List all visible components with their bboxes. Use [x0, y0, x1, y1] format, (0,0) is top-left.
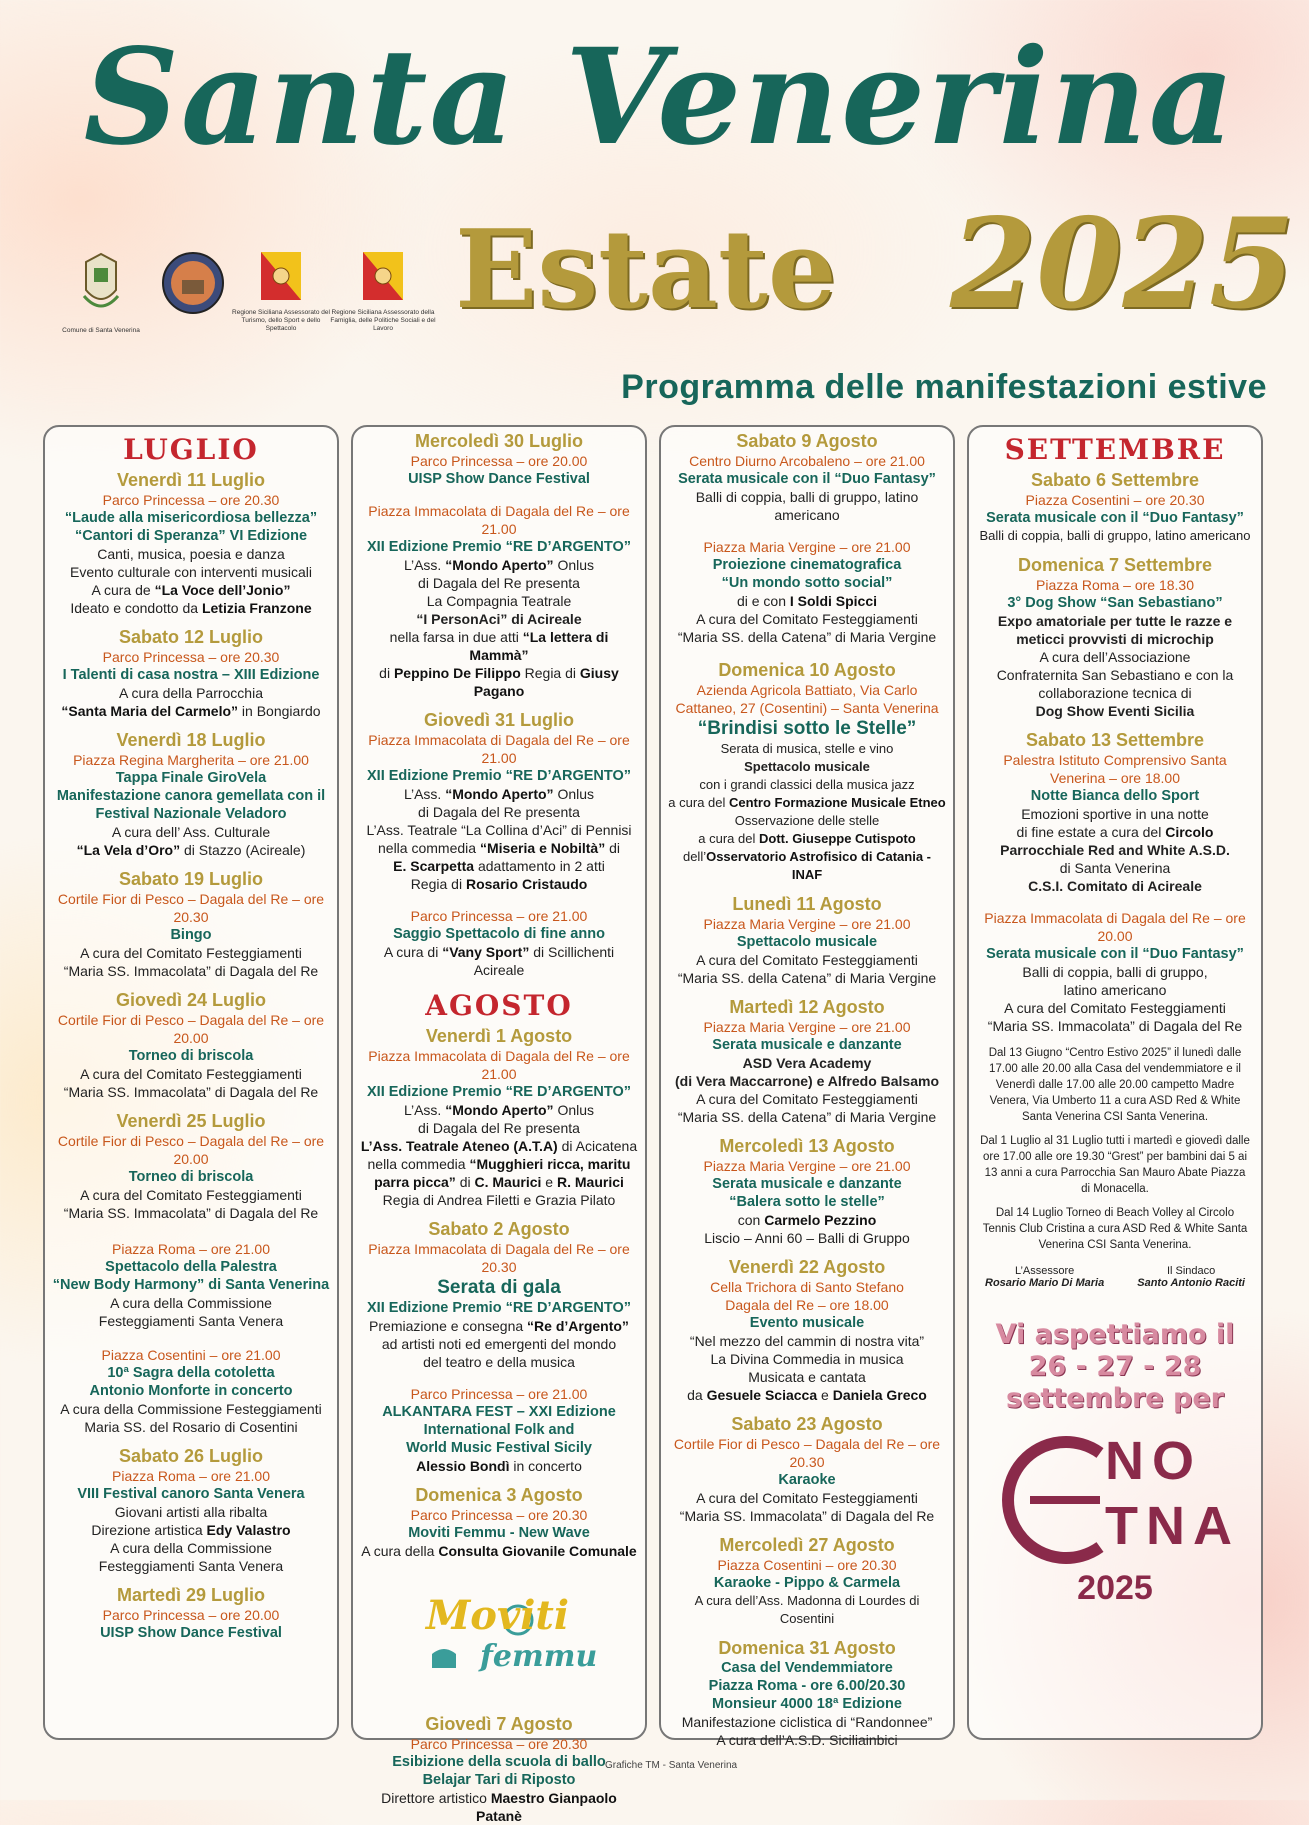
event-date: Domenica 31 Agosto — [718, 1638, 896, 1658]
event-title: Torneo di briscola — [128, 1048, 254, 1064]
event-text: L’Ass. “Mondo Aperto” Onlus — [403, 557, 595, 573]
event-text: Musicata e cantata — [748, 1369, 866, 1385]
column-luglio-agosto — [351, 425, 647, 1824]
seal-icon — [160, 250, 226, 316]
event-date: Sabato 26 Luglio — [118, 1446, 264, 1466]
event-title: Bingo — [170, 927, 212, 943]
event-text: A cura del Comitato Festeggiamenti — [696, 611, 918, 627]
notice-text: Dal 13 Giugno “Centro Estivo 2025” il lunedì dalle 17.00 alle 20.00 alla Casa del vendemmiatore e il Venerdì dalle 17.00 alle 20.00 campetto Madre Venera, Via Umberto 11 a cura ASD Red & White Santa Venerina CSI Santa Venerina. — [988, 1047, 1242, 1123]
event — [667, 660, 947, 884]
event-title: XII Edizione Premio “RE D’ARGENTO” — [367, 539, 631, 555]
event-text: Parrocchiale Red and White A.S.D. — [1000, 842, 1230, 858]
event-title: Manifestazione canora gemellata con il — [56, 788, 326, 804]
sicily-logo-2 — [328, 250, 438, 333]
signature-role: L’Assessore — [1014, 1265, 1075, 1277]
event-text: Serata di musica, stelle e vino — [720, 741, 894, 756]
signature-assessore — [985, 1265, 1104, 1289]
event-date: Giovedì 24 Luglio — [115, 990, 267, 1010]
event-place: Cortile Fior di Pesco – Dagala del Re – ore 20.00 — [57, 1012, 325, 1046]
event-text: “I PersonAci” di Acireale — [416, 611, 582, 627]
crest-icon — [76, 250, 126, 320]
moviti-femmu-logo — [414, 1584, 598, 1684]
event-date: Mercoledì 27 Agosto — [719, 1535, 895, 1555]
event-text: A cura del Comitato Festeggiamenti — [696, 1091, 918, 1107]
event-text: “Maria SS. Immacolata” di Dagala del Re — [63, 1084, 319, 1100]
event-place: Piazza Cosentini – ore 20.30 — [1025, 492, 1205, 508]
event-text: A cura del Comitato Festeggiamenti — [1004, 1000, 1226, 1016]
event-text: Giovani artisti alla ribalta — [114, 1504, 268, 1520]
event-text: Canti, musica, poesia e danza — [97, 546, 285, 562]
event-title: “Brindisi sotto le Stelle” — [697, 718, 917, 739]
event-place: Parco Princessa – ore 21.00 — [410, 908, 588, 924]
event-text: Balli di coppia, balli di gruppo, latino americano — [695, 489, 919, 523]
event-text: con Carmelo Pezzino — [737, 1212, 877, 1228]
event-text: L’Ass. “Mondo Aperto” Onlus — [403, 786, 595, 802]
event-title: “Laude alla misericordiosa bellezza” — [64, 510, 318, 526]
event-place: Piazza Immacolata di Dagala del Re – ore 21.00 — [368, 503, 630, 537]
event — [667, 1535, 947, 1628]
event-text: Maria SS. del Rosario di Cosentini — [84, 1419, 298, 1435]
event-title: International Folk and — [423, 1422, 575, 1438]
signature-name: Rosario Mario Di Maria — [985, 1277, 1105, 1289]
event-title: “New Body Harmony” di Santa Venerina — [52, 1277, 330, 1293]
event — [359, 431, 639, 488]
event-title: “Cantori di Speranza” VI Edizione — [74, 528, 308, 544]
event-title: Esibizione della scuola di ballo — [392, 1754, 606, 1770]
month-heading: LUGLIO — [123, 433, 259, 466]
event-title: 10ª Sagra della cotoletta — [107, 1365, 275, 1381]
event — [359, 502, 639, 700]
logo-caption: Regione Siciliana Assessorato del Turismo, dello Sport e dello Spettacolo — [232, 309, 330, 332]
event-text: dell’Osservatorio Astrofisico di Catania - INAF — [682, 849, 932, 882]
event-place: Piazza Immacolata di Dagala del Re – ore 20.00 — [984, 910, 1246, 944]
event-text: di Dagala del Re presenta — [418, 575, 580, 591]
event-text: A cura del Comitato Festeggiamenti — [696, 1490, 918, 1506]
moviti-femmu-mark — [414, 1584, 598, 1684]
event-place: Cortile Fior di Pesco – Dagala del Re – ore 20.00 — [57, 1133, 325, 1167]
column-luglio — [43, 425, 339, 1740]
trinacria-icon — [259, 250, 303, 302]
event-text: ASD Vera Academy — [742, 1055, 872, 1071]
event-title: Tappa Finale GiroVela — [115, 770, 267, 786]
event-place: Azienda Agricola Battiato, Via Carlo — [696, 682, 918, 698]
event — [975, 555, 1255, 720]
event-title: Monsieur 4000 18ª Edizione — [712, 1696, 902, 1712]
event-text: collaborazione tecnica di — [1038, 685, 1192, 701]
event-text: Evento culturale con interventi musicali — [69, 564, 312, 580]
event-text: “Maria SS. Immacolata” di Dagala del Re — [63, 963, 319, 979]
logo-caption: Comune di Santa Venerina — [62, 327, 140, 334]
event-text: di Dagala del Re presenta — [418, 804, 580, 820]
event — [51, 1240, 331, 1330]
event-place: Parco Princessa – ore 21.00 — [410, 1386, 588, 1402]
event — [359, 710, 639, 893]
event-date: Venerdì 18 Luglio — [116, 730, 266, 750]
event-text: di Peppino De Filippo Regia di Giusy Pagano — [379, 665, 619, 699]
event — [359, 1219, 639, 1371]
event — [51, 730, 331, 859]
event — [667, 538, 947, 646]
event-title: “Un mondo sotto social” — [721, 575, 893, 591]
event-text: a cura del Dott. Giuseppe Cutispoto — [698, 831, 916, 846]
event — [51, 1446, 331, 1575]
event — [359, 907, 639, 979]
event-text: L’Ass. “Mondo Aperto” Onlus — [403, 1102, 595, 1118]
event-text: “Maria SS. Immacolata” di Dagala del Re — [987, 1018, 1243, 1034]
event-text: A cura della Parrocchia — [119, 685, 263, 701]
event-text: Osservazione delle stelle — [734, 813, 880, 828]
event — [359, 1026, 639, 1209]
enoetna-e-mark — [1000, 1425, 1110, 1575]
event-title: Serata musicale e danzante — [712, 1037, 902, 1053]
event-place: Piazza Cosentini – ore 20.30 — [717, 1557, 897, 1573]
event-place: Parco Princessa – ore 20.30 — [410, 1736, 588, 1752]
event-text: del teatro e della musica — [423, 1354, 575, 1370]
event-place: Piazza Maria Vergine – ore 21.00 — [703, 1158, 911, 1174]
signature-name: Santo Antonio Raciti — [1137, 1277, 1245, 1289]
event-text: Expo amatoriale per tutte le razze e — [997, 613, 1233, 629]
event-place: Venerina – ore 18.00 — [1050, 770, 1180, 786]
event-title: Spettacolo della Palestra — [105, 1259, 277, 1275]
event-text: C.S.I. Comitato di Acireale — [1028, 878, 1202, 894]
event-text: di e con I Soldi Spicci — [736, 593, 878, 609]
event-text: A cura di “Vany Sport” di Scillichenti Acireale — [383, 944, 615, 978]
event-date: Giovedì 31 Luglio — [423, 710, 575, 730]
event-text: A cura del Comitato Festeggiamenti — [80, 945, 302, 961]
event-title: Karaoke — [778, 1472, 836, 1488]
event-title: ALKANTARA FEST – XXI Edizione — [382, 1404, 616, 1420]
month-heading: SETTEMBRE — [1004, 433, 1226, 466]
event-text: nella commedia “Miseria e Nobiltà” di — [378, 840, 620, 856]
event — [359, 1714, 639, 1825]
event-place: Parco Princessa – ore 20.00 — [410, 453, 588, 469]
event-title: Karaoke - Pippo & Carmela — [713, 1575, 901, 1591]
event-text: A cura dell’A.S.D. Siciliainbici — [716, 1732, 898, 1748]
event — [51, 1111, 331, 1222]
event-text: nella commedia “Mugghieri ricca, maritu — [367, 1156, 631, 1172]
event-date: Venerdì 1 Agosto — [425, 1026, 573, 1046]
event — [51, 990, 331, 1101]
event-place: Parco Princessa – ore 20.00 — [102, 1607, 280, 1623]
event — [667, 1257, 947, 1404]
event — [975, 470, 1255, 545]
title-year: 2025 — [950, 192, 1296, 337]
event-text: Ideato e condotto da Letizia Franzone — [70, 600, 312, 616]
event-place: Parco Princessa – ore 20.30 — [410, 1507, 588, 1523]
event-date: Sabato 2 Agosto — [428, 1219, 570, 1239]
event-place: Piazza Cosentini – ore 21.00 — [101, 1347, 281, 1363]
event-place: Parco Princessa – ore 20.30 — [102, 649, 280, 665]
subtitle: Programma delle manifestazioni estive — [621, 368, 1267, 406]
event-date: Venerdì 25 Luglio — [116, 1111, 266, 1131]
event-date: Sabato 9 Agosto — [736, 431, 878, 451]
event-title: UISP Show Dance Festival — [100, 1625, 282, 1641]
event-date: Domenica 7 Settembre — [1017, 555, 1213, 575]
event-place: Dagala del Re – ore 18.00 — [725, 1297, 889, 1313]
event-place: Piazza Regina Margherita – ore 21.00 — [73, 752, 309, 768]
event-date: Martedì 12 Agosto — [729, 997, 885, 1017]
event-title: Festival Nazionale Veladoro — [95, 806, 287, 822]
event-text: A cura del Comitato Festeggiamenti — [696, 952, 918, 968]
event-text: Liscio – Anni 60 – Balli di Gruppo — [704, 1230, 910, 1246]
event-place: Piazza Maria Vergine – ore 21.00 — [703, 539, 911, 555]
event — [667, 1136, 947, 1247]
graphics-credit: Grafiche TM - Santa Venerina — [605, 1760, 738, 1771]
event-place: Cella Trichora di Santo Stefano — [710, 1279, 904, 1295]
event-text: Manifestazione ciclistica di “Randonnee” — [681, 1714, 933, 1730]
event — [975, 909, 1255, 1035]
column-settembre — [967, 425, 1263, 1740]
event-text: Balli di coppia, balli di gruppo, — [1022, 964, 1208, 980]
month-heading: AGOSTO — [425, 989, 573, 1022]
event-place: Piazza Roma – ore 21.00 — [112, 1241, 270, 1257]
event-title: Serata musicale con il “Duo Fantasy” — [678, 471, 936, 487]
event-text: A cura della Commissione — [110, 1540, 272, 1556]
event-text: “La Vela d’Oro” di Stazzo (Acireale) — [76, 842, 306, 858]
event-title: Serata musicale e danzante — [712, 1176, 902, 1192]
signature-sindaco — [1137, 1265, 1245, 1289]
event-text: Balli di coppia, balli di gruppo, latino americano — [979, 528, 1251, 543]
enoetna-logo — [1000, 1425, 1240, 1575]
event-text: Regia di Rosario Cristaudo — [410, 876, 588, 892]
event-text: Alessio Bondì in concerto — [416, 1458, 582, 1474]
event-place: Piazza Maria Vergine – ore 21.00 — [703, 916, 911, 932]
event-place: Piazza Immacolata di Dagala del Re – ore 21.00 — [368, 1048, 630, 1082]
event-title: Moviti Femmu - New Wave — [408, 1525, 590, 1541]
event — [359, 1385, 639, 1475]
title-estate: Estate — [455, 207, 837, 333]
event-text: Direzione artistica Edy Valastro — [91, 1522, 291, 1538]
event-date: Sabato 13 Settembre — [1025, 730, 1205, 750]
event-text: Festeggiamenti Santa Venera — [98, 1313, 284, 1329]
event — [51, 627, 331, 720]
event — [51, 1585, 331, 1642]
event-place: Piazza Immacolata di Dagala del Re – ore 20.30 — [368, 1241, 630, 1275]
event-title: VIII Festival canoro Santa Venera — [77, 1486, 305, 1502]
enoetna-no: NO — [1105, 1431, 1202, 1491]
event — [51, 470, 331, 617]
event-title: Serata musicale con il “Duo Fantasy” — [986, 510, 1244, 526]
event-title: Piazza Roma - ore 6.00/20.30 — [708, 1678, 906, 1694]
event-text: La Divina Commedia in musica — [710, 1351, 904, 1367]
event-text: latino americano — [1063, 982, 1167, 998]
event-text: “Maria SS. Immacolata” di Dagala del Re — [679, 1508, 935, 1524]
event-place: Palestra Istituto Comprensivo Santa — [1003, 752, 1227, 768]
event-place: Piazza Maria Vergine – ore 21.00 — [703, 1019, 911, 1035]
event-date: Domenica 3 Agosto — [415, 1485, 583, 1505]
event-place: Centro Diurno Arcobaleno – ore 21.00 — [689, 453, 925, 469]
event-text: di fine estate a cura del Circolo — [1016, 824, 1214, 840]
signature-role: Il Sindaco — [1166, 1265, 1216, 1277]
svg-text:femmu: femmu — [480, 1639, 598, 1674]
event-text: Confraternita San Sebastiano e con la — [996, 667, 1234, 683]
event — [667, 431, 947, 524]
event-title: Serata musicale con il “Duo Fantasy” — [986, 946, 1244, 962]
event-date: Mercoledì 30 Luglio — [414, 431, 584, 451]
notice-text: Dal 14 Luglio Torneo di Beach Volley al Circolo Tennis Club Cristina a cura ASD Red & White Santa Venerina CSI Santa Venerina. — [982, 1207, 1248, 1251]
event-title: I Talenti di casa nostra – XIII Edizione — [62, 667, 320, 683]
event-place: Piazza Roma – ore 18.30 — [1036, 577, 1194, 593]
event-text: ad artisti noti ed emergenti del mondo — [381, 1336, 617, 1352]
event — [667, 1638, 947, 1749]
event-text: da Gesuele Sciacca e Daniela Greco — [687, 1387, 927, 1403]
event-place: Cortile Fior di Pesco – Dagala del Re – ore 20.30 — [57, 891, 325, 925]
event-place: Piazza Roma – ore 21.00 — [112, 1468, 270, 1484]
event-place: Piazza Immacolata di Dagala del Re – ore 21.00 — [368, 732, 630, 766]
event-text: A cura dell’ Ass. Culturale — [111, 824, 271, 840]
event-title: Belajar Tari di Riposto — [422, 1772, 576, 1788]
event-text: A cura dell’Associazione — [1039, 649, 1191, 665]
event — [667, 894, 947, 987]
event — [667, 997, 947, 1126]
event-text: A cura dell’Ass. Madonna di Lourdes di Cosentini — [694, 1593, 920, 1626]
event-title: Casa del Vendemmiatore — [721, 1660, 893, 1676]
invite-dates: 26 - 27 - 28 — [1028, 1351, 1202, 1382]
enoetna-tna: TNA — [1105, 1496, 1240, 1556]
event-place: Cortile Fior di Pesco – Dagala del Re – ore 20.30 — [673, 1436, 941, 1470]
event-title: Proiezione cinematografica — [712, 557, 902, 573]
event-title: XII Edizione Premio “RE D’ARGENTO” — [367, 1084, 631, 1100]
event-place: Parco Princessa – ore 20.30 — [102, 492, 280, 508]
event-text: di Santa Venerina — [1059, 860, 1171, 876]
event-date: Sabato 6 Settembre — [1030, 470, 1200, 490]
event-date: Sabato 12 Luglio — [118, 627, 264, 647]
event-text: di Dagala del Re presenta — [418, 1120, 580, 1136]
event-title: Serata di gala — [437, 1277, 561, 1298]
event-text: (di Vera Maccarrone) e Alfredo Balsamo — [674, 1073, 940, 1089]
event-place: Cattaneo, 27 (Cosentini) – Santa Venerina — [675, 700, 939, 716]
event-text: La Compagnia Teatrale — [426, 593, 572, 609]
event-text: A cura del Comitato Festeggiamenti — [80, 1066, 302, 1082]
invite-line: Vi aspettiamo il — [995, 1319, 1235, 1350]
event-title: World Music Festival Sicily — [406, 1440, 592, 1456]
event-text: E. Scarpetta adattamento in 2 atti — [393, 858, 605, 874]
event-text: a cura del Centro Formazione Musicale Etneo — [668, 795, 946, 810]
event-text: Spettacolo musicale — [744, 759, 870, 774]
event — [667, 1414, 947, 1525]
event-text: “Maria SS. della Catena” di Maria Vergine — [677, 970, 937, 986]
event-text: “Santa Maria del Carmelo” in Bongiardo — [61, 703, 321, 719]
event-title: Antonio Monforte in concerto — [89, 1383, 293, 1399]
event-date: Domenica 10 Agosto — [718, 660, 896, 680]
event — [359, 1485, 639, 1560]
event-text: nella farsa in due atti “La lettera di Mammà” — [389, 629, 609, 663]
event-title: Saggio Spettacolo di fine anno — [393, 926, 605, 942]
event-text: L’Ass. Teatrale “La Collina d’Aci” di Pennisi — [366, 822, 632, 838]
event — [51, 869, 331, 980]
event-title: 3° Dog Show “San Sebastiano” — [1007, 595, 1223, 611]
event-date: Sabato 19 Luglio — [118, 869, 264, 889]
svg-text:Moviti: Moviti — [426, 1592, 570, 1639]
event-text: Festeggiamenti Santa Venera — [98, 1558, 284, 1574]
event-title: UISP Show Dance Festival — [408, 471, 590, 487]
event-text: parra picca” di C. Maurici e R. Maurici — [374, 1174, 624, 1190]
event-title: XII Edizione Premio “RE D’ARGENTO” — [367, 1300, 631, 1316]
invite-line: settembre per — [1006, 1383, 1224, 1414]
event-date: Venerdì 11 Luglio — [116, 470, 266, 490]
event-text: con i grandi classici della musica jazz — [699, 777, 915, 792]
sicily-logo-1 — [226, 250, 336, 333]
event-text: A cura della Consulta Giovanile Comunale — [361, 1543, 637, 1559]
event-text: Regia di Andrea Filetti e Grazia Pilato — [382, 1192, 616, 1208]
enoetna-year: 2025 — [1077, 1569, 1153, 1607]
event-text: “Maria SS. della Catena” di Maria Vergine — [677, 629, 937, 645]
event-title: Evento musicale — [749, 1315, 865, 1331]
event-text: “Maria SS. della Catena” di Maria Vergine — [677, 1109, 937, 1125]
event-date: Venerdì 22 Agosto — [728, 1257, 886, 1277]
event-date: Sabato 23 Agosto — [731, 1414, 883, 1434]
event-text: meticci provvisti di microchip — [1016, 631, 1214, 647]
event-date: Giovedì 7 Agosto — [425, 1714, 573, 1734]
event-text: Direttore artistico Maestro Gianpaolo Patanè — [381, 1790, 617, 1824]
logo-caption: Regione Siciliana Assessorato della Famiglia, delle Politiche Sociali e del Lavoro — [330, 309, 436, 332]
event-text: A cura della Commissione Festeggiamenti — [60, 1401, 322, 1417]
event-text: Emozioni sportive in una notte — [1021, 806, 1209, 822]
notice-text: Dal 1 Luglio al 31 Luglio tutti i martedì e giovedì dalle ore 17.00 alle ore 19.30 “Grest” per bambini dai 5 ai 13 anni a cura Parrocchia San Mauro Abate Piazza di Monacella. — [980, 1135, 1250, 1195]
event-text: “Maria SS. Immacolata” di Dagala del Re — [63, 1205, 319, 1221]
event-text: Premiazione e consegna “Re d’Argento” — [369, 1318, 629, 1334]
event-title: Spettacolo musicale — [736, 934, 878, 950]
event-date: Lunedì 11 Agosto — [732, 894, 882, 914]
event-text: “Nel mezzo del cammin di nostra vita” — [689, 1333, 925, 1349]
event-date: Mercoledì 13 Agosto — [719, 1136, 895, 1156]
event-text: A cura del Comitato Festeggiamenti — [80, 1187, 302, 1203]
event-text: Dog Show Eventi Sicilia — [1035, 703, 1195, 719]
sponsor-logos — [46, 250, 466, 350]
signatures — [985, 1265, 1245, 1289]
trinacria-icon — [361, 250, 405, 302]
column-agosto — [659, 425, 955, 1748]
event-title: Torneo di briscola — [128, 1169, 254, 1185]
event-title: Notte Bianca dello Sport — [1030, 788, 1200, 804]
event-date: Martedì 29 Luglio — [116, 1585, 266, 1605]
event — [975, 730, 1255, 895]
event — [51, 1346, 331, 1436]
event-title: “Balera sotto le stelle” — [729, 1194, 885, 1210]
event-title: XII Edizione Premio “RE D’ARGENTO” — [367, 768, 631, 784]
title-santa-venerina: Santa Venerina — [83, 20, 1237, 175]
event-text: L’Ass. Teatrale Ateneo (A.T.A) di Acicatena — [360, 1138, 638, 1154]
event-text: A cura de “La Voce dell’Jonio” — [91, 582, 291, 598]
event-text: A cura della Commissione — [110, 1295, 272, 1311]
